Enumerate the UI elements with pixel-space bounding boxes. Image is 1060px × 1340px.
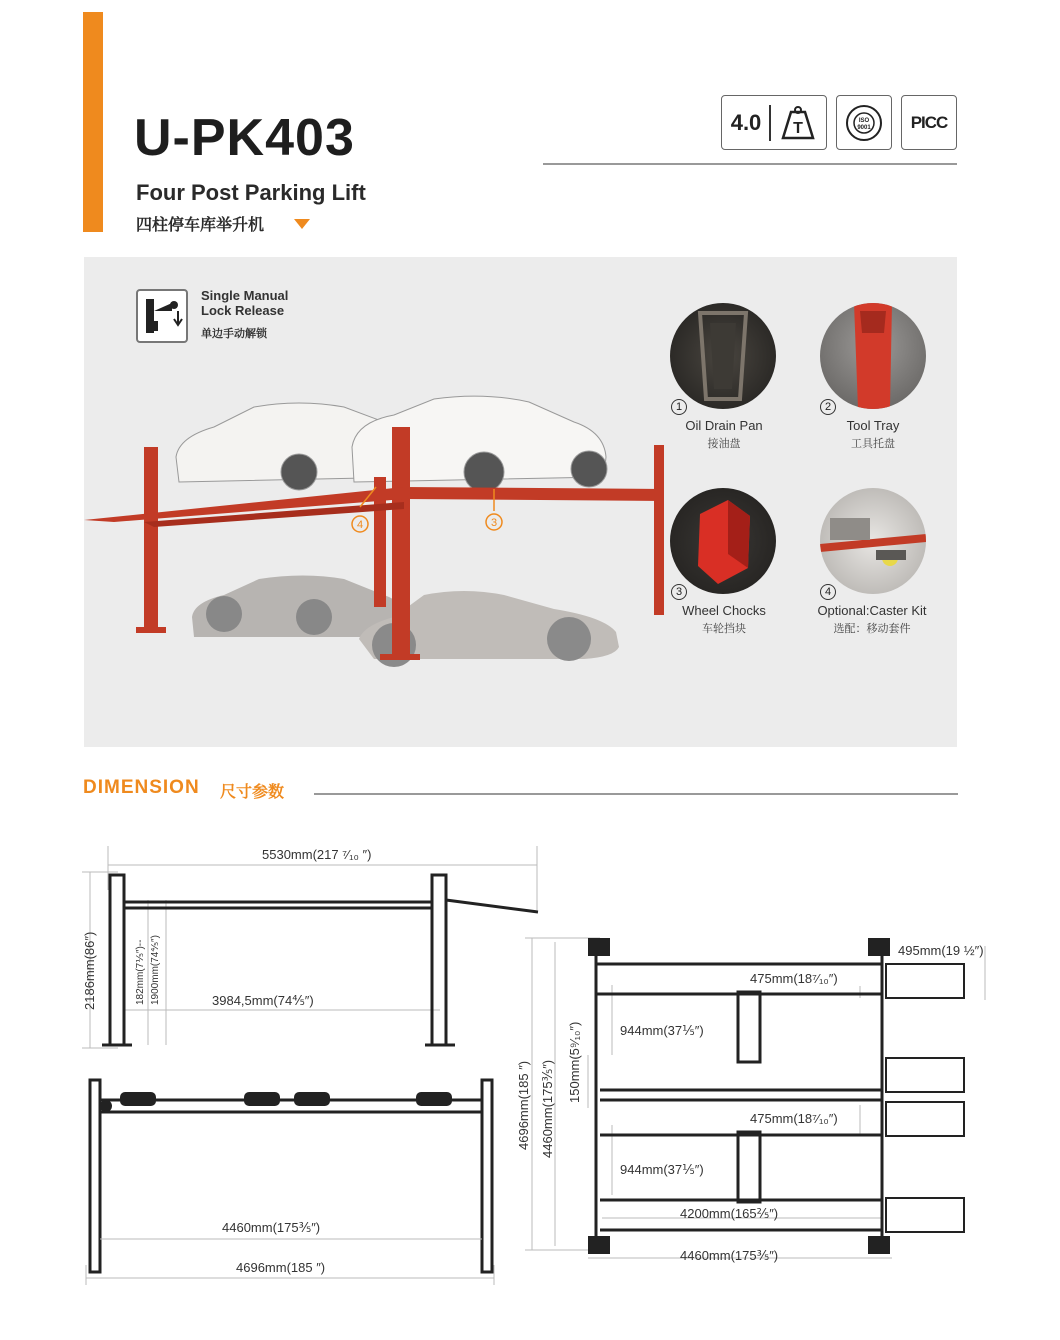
dimension-title: DIMENSION: [83, 777, 200, 798]
product-model: U-PK403: [134, 109, 355, 167]
accessory-name-2: Tool Tray: [846, 418, 900, 433]
product-subtitle-cn: 四柱停车库举升机: [136, 217, 265, 234]
accessory-name-cn-2: 工具托盘: [851, 438, 895, 450]
weight-t-icon: [779, 104, 817, 142]
dim-gap-2: 944mm(37⅕″): [620, 1162, 704, 1177]
capacity-value: 4.0: [730, 109, 762, 135]
feature-title-line1: Single Manual: [201, 288, 289, 303]
accessory-number-1: 1: [671, 399, 687, 415]
lift-illustration: [84, 377, 664, 667]
accessory-number-3: 3: [671, 584, 687, 600]
iso-seal-icon: [844, 103, 884, 143]
accessory-name-cn-1: 接油盘: [707, 438, 741, 450]
callout-3: 3: [490, 517, 498, 529]
iso-badge: [836, 95, 892, 150]
accessory-name-cn-3: 车轮挡块: [702, 623, 746, 635]
lock-release-icon: [136, 289, 188, 343]
dim-top-inner-length: 4200mm(165⅖″): [680, 1206, 779, 1221]
dim-front-overall-width: 4696mm(185 ″): [236, 1260, 326, 1275]
wheel-chocks-image: [670, 488, 776, 594]
front-view-drawing: [80, 1070, 500, 1290]
dim-center-gap: 150mm(5⁹⁄₁₀″): [567, 1021, 582, 1103]
dim-gap-1: 944mm(37⅕″): [620, 1023, 704, 1038]
dim-top-overall-width: 4460mm(175⅗″): [680, 1248, 779, 1263]
accessory-name-3: Wheel Chocks: [682, 603, 766, 618]
picc-logo: PICC: [910, 112, 948, 132]
accessory-name-cn-4: 选配：移动套件: [833, 623, 911, 635]
picc-badge: [901, 95, 957, 150]
dim-inner-length: 3984,5mm(74⅘″): [212, 993, 314, 1008]
dim-top-overall-length-v: 4696mm(185 ″): [516, 1060, 531, 1150]
header-rule: [543, 163, 957, 165]
feature-title-cn: 单边手动解锁: [201, 328, 267, 340]
dim-top-inner-length-v: 4460mm(175⅗″): [540, 1059, 555, 1158]
dim-runway-width-1: 475mm(18⁷⁄₁₀″): [750, 971, 838, 986]
accessory-number-2: 2: [820, 399, 836, 415]
oil-drain-pan-image: [670, 303, 776, 409]
dim-runway-width-2: 475mm(18⁷⁄₁₀″): [750, 1111, 838, 1126]
callout-4: 4: [356, 519, 364, 531]
dim-overall-length: 5530mm(217 ⁷⁄₁₀ ″): [262, 847, 372, 862]
accessory-name-1: Oil Drain Pan: [685, 418, 763, 433]
accessory-number-4: 4: [820, 584, 836, 600]
capacity-badge: [721, 95, 827, 150]
badge-divider: [769, 105, 771, 141]
feature-title-line2: Lock Release: [201, 303, 285, 318]
dim-lift-range-2: 1900mm(74⅘″): [150, 935, 161, 1005]
dim-post-offset: 495mm(19 ½″): [898, 943, 984, 958]
accessory-name-4: Optional:Caster Kit: [817, 603, 927, 618]
dim-lift-range: 182mm(7⅕″)--: [135, 939, 146, 1005]
svg-text:ISO: ISO: [858, 117, 870, 124]
triangle-down-icon: [294, 219, 310, 229]
dim-height: 2186mm(86″): [82, 931, 97, 1010]
accent-bar: [83, 12, 103, 232]
caster-kit-image: [820, 488, 926, 594]
svg-text:9001: 9001: [857, 124, 871, 131]
product-subtitle: Four Post Parking Lift: [136, 180, 366, 205]
tool-tray-image: [820, 303, 926, 409]
dimension-rule: [314, 793, 958, 795]
dim-front-inner-width: 4460mm(175⅗″): [222, 1220, 321, 1235]
product-photo-panel: [84, 257, 957, 747]
svg-text:T: T: [793, 119, 804, 137]
upper-car-right: [352, 396, 607, 492]
dimension-title-cn: 尺寸参数: [220, 784, 285, 801]
